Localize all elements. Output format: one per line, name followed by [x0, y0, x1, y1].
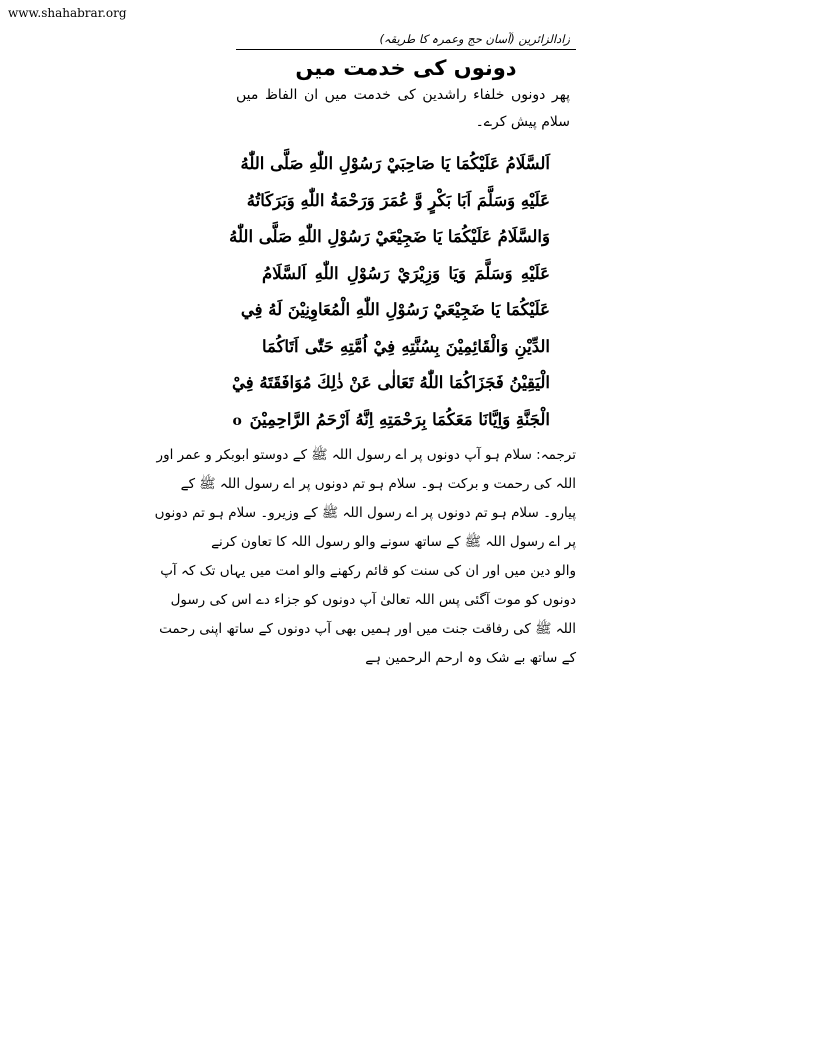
- arabic-line: الْيَقِيْنُ فَجَزَاكُمَا اللّٰهُ تَعَالٰى عَنْ ذٰلِكَ مُوَافَقَتَهُ فِيْ: [232, 373, 550, 392]
- chapter-title: دونوں کی خدمت میں: [295, 56, 517, 80]
- running-header: زادالزائرین (آسان حج وعمرہ کا طریقہ): [236, 30, 576, 50]
- arabic-salutation: [229, 146, 576, 439]
- arabic-line-text: الْجَنَّةِ وَاِيَّانَا مَعَكُمَا بِرَحْمَتِهِ اِنَّهُ اَرْحَمُ الرَّاحِمِيْنَ: [249, 409, 550, 429]
- translation-line: پر اے رسول اللہ ﷺ کے ساتھ سونے والو رسول اللہ کا تعاون کرنے: [211, 534, 576, 550]
- book-page: [154, 30, 576, 673]
- translation-line: ترجمہ: سلام ہو آپ دونوں پر اے رسول اللہ ﷺ کے دوستو ابوبکر و عمر اور: [156, 447, 576, 463]
- verse-end-mark: o: [232, 412, 242, 429]
- arabic-line: اَلسَّلَامُ عَلَيْكُمَا يَا صَاحِبَيْ رَسُوْلِ اللّٰهِ صَلَّى اللّٰهُ: [240, 154, 550, 173]
- arabic-line-last: [232, 402, 550, 440]
- arabic-line: وَالسَّلَامُ عَلَيْكُمَا يَا ضَجِيْعَيْ رَسُوْلِ اللّٰهِ صَلَّى اللّٰهُ: [229, 227, 550, 246]
- arabic-line: الدِّيْنِ وَالْقَائِمِيْنَ بِسُنَّتِهِ فِيْ اُمَّتِهِ حَتّٰى اَتَاكُمَا: [262, 336, 550, 356]
- translation-line: اللہ کی رحمت و برکت ہو۔ سلام ہو تم دونوں پر اے رسول اللہ ﷺ کے: [180, 476, 576, 492]
- arabic-line: عَلَيْهِ وَسَلَّمَ اَبَا بَكْرٍ وَّ عُمَرَ وَرَحْمَةُ اللّٰهِ وَبَرَكَاتُهُ: [246, 190, 550, 210]
- translation-line: کے ساتھ بے شک وہ ارحم الرحمین ہے: [365, 650, 576, 666]
- intro-paragraph: پھر دونوں خلفاء راشدین کی خدمت میں ان الفاظ میں سلام پیش کرے۔: [236, 87, 570, 130]
- translation-line: اللہ ﷺ کی رفاقت جنت میں اور ہمیں بھی آپ دونوں کے ساتھ اپنی رحمت: [159, 621, 576, 637]
- arabic-line: عَلَيْكُمَا يَا ضَجِيْعَيْ رَسُوْلِ اللّٰهِ الْمُعَاوِنِيْنَ لَهُ فِي: [240, 300, 550, 319]
- translation-line: پیارو۔ سلام ہو تم دونوں پر اے رسول اللہ ﷺ کے وزیرو۔ سلام ہو تم دونوں: [154, 505, 576, 521]
- translation-line: والو دین میں اور ان کی سنت کو قائم رکھنے والو امت میں یہاں تک کہ آپ: [160, 563, 576, 579]
- urdu-translation: [154, 441, 576, 673]
- translation-line: دونوں کو موت آگئی پس اللہ تعالیٰ آپ دونوں کو جزاء دے اس کی رسول: [170, 592, 576, 608]
- website-url: www.shahabrar.org: [8, 6, 127, 20]
- arabic-line: عَلَيْهِ وَسَلَّمَ وَيَا وَزِيْرَيْ رَسُوْلِ اللّٰهِ اَلسَّلَامُ: [262, 263, 550, 283]
